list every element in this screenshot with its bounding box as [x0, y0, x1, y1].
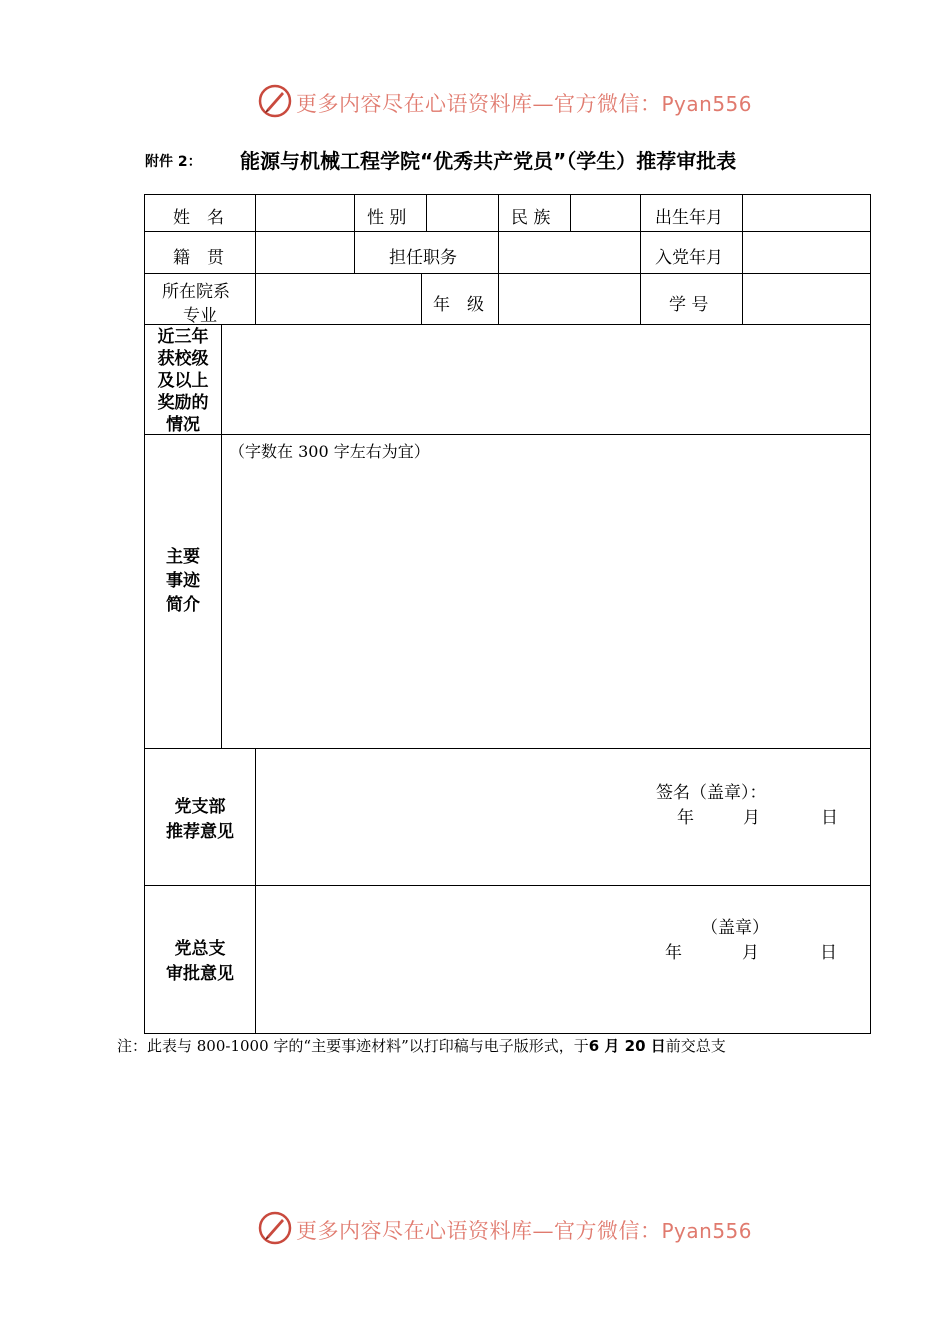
branch-date-year: 年	[677, 808, 694, 828]
quill-logo-icon	[258, 1211, 292, 1245]
label-grade: 年 级	[433, 295, 484, 315]
deeds-hint: （字数在 300 字左右为宜）	[229, 442, 430, 461]
branch-date-month: 月	[743, 808, 760, 828]
general-date-year: 年	[665, 943, 682, 963]
label-gender: 性 别	[367, 208, 407, 228]
approval-form-table	[144, 194, 871, 1034]
watermark-text: 更多内容尽在心语资料库—官方微信：Pyan556	[296, 1219, 753, 1243]
label-position: 担任职务	[389, 248, 457, 268]
label-department: 所在院系	[162, 282, 230, 302]
footnote: 注：此表与 800-1000 字的“主要事迹材料”以打印稿与电子版形式，于6 月 20 日前交总支	[117, 1037, 726, 1055]
branch-date-day: 日	[821, 808, 838, 828]
watermark-top	[0, 82, 950, 122]
label-deeds: 主要 事迹 简介	[166, 547, 200, 615]
label-birth-date: 出生年月	[655, 208, 723, 228]
watermark-text: 更多内容尽在心语资料库—官方微信：Pyan556	[296, 92, 753, 116]
general-date-month: 月	[742, 943, 759, 963]
label-ethnicity: 民 族	[511, 208, 551, 228]
general-date-day: 日	[820, 943, 837, 963]
form-title: 能源与机械工程学院“优秀共产党员”（学生）推荐审批表	[240, 149, 737, 173]
general-seal: （盖章）	[701, 918, 769, 938]
branch-signature: 签名（盖章）：	[656, 783, 767, 803]
attachment-label: 附件 2：	[145, 154, 202, 170]
label-party-date: 入党年月	[655, 248, 723, 268]
label-branch-opinion: 党支部 推荐意见	[166, 797, 234, 842]
label-general-opinion: 党总支 审批意见	[166, 939, 234, 984]
watermark-bottom	[0, 1209, 950, 1249]
label-student-id: 学 号	[669, 295, 709, 315]
document-header	[0, 145, 950, 175]
label-awards: 近三年 获校级 及以上 奖励的 情况	[157, 327, 209, 435]
label-origin: 籍 贯	[173, 248, 224, 268]
label-major: 专业	[183, 306, 217, 326]
label-name: 姓 名	[173, 208, 224, 228]
quill-logo-icon	[258, 84, 292, 118]
